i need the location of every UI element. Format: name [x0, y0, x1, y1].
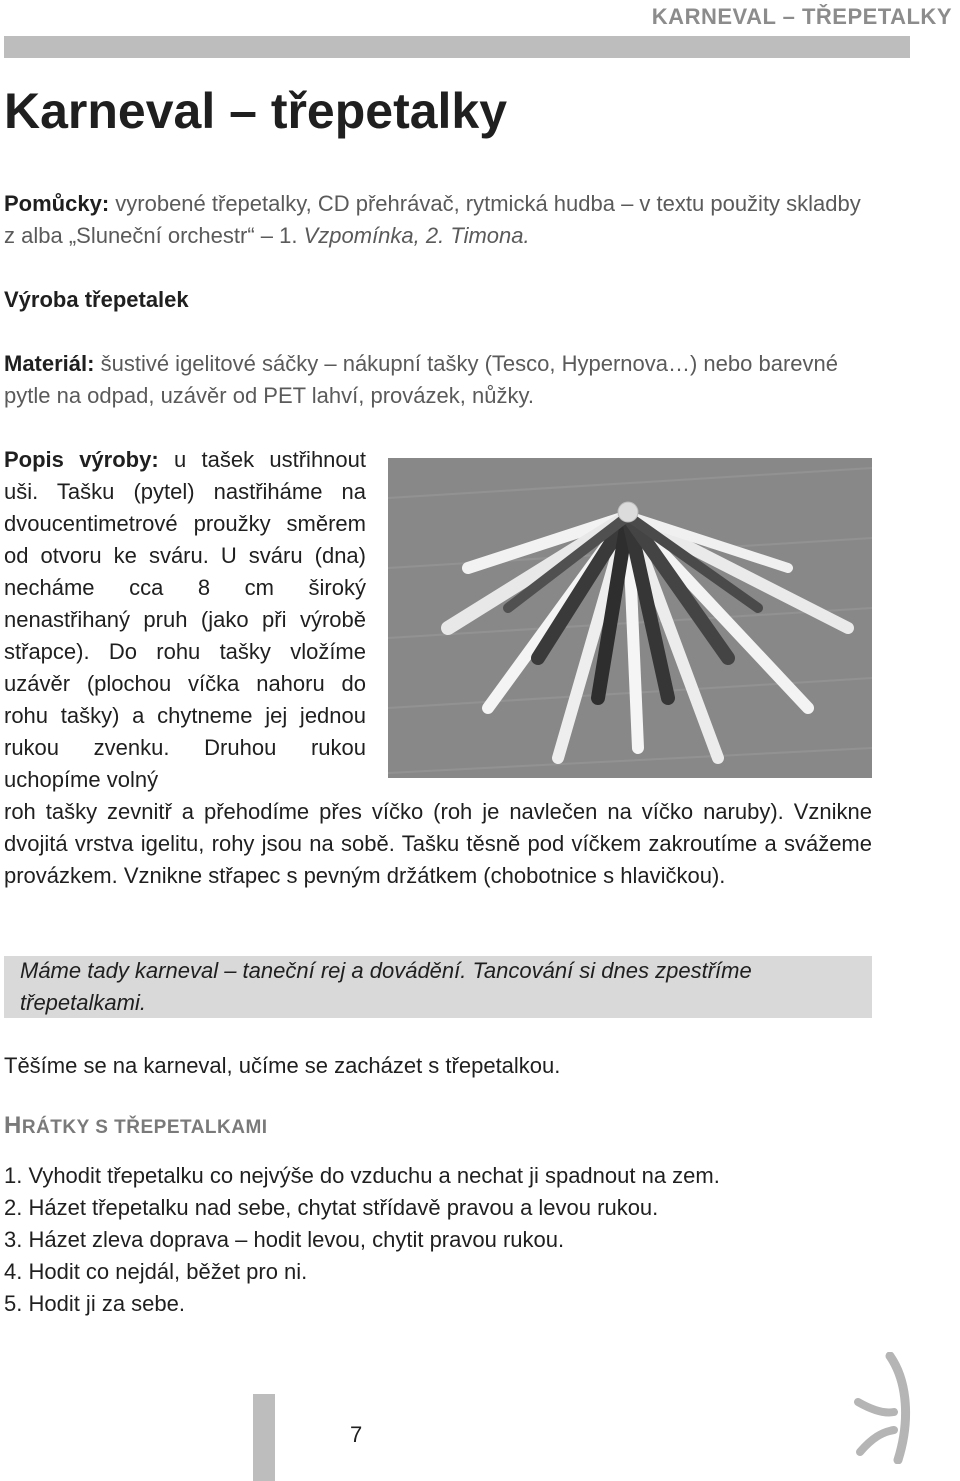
popis-text-full: roh tašky zevnitř a přehodíme přes víčko (roh je navlečen na víčko naruby). Vznikne dvojitá vrstva igelitu, rohy jsou na sobě. Tašku těsně pod víčkem zakroutíme a svážeme provázkem. Vznikne střapec s pevným držátkem (chobotnice s hlavičkou).	[4, 799, 872, 888]
pomucky-label: Pomůcky:	[4, 191, 110, 216]
page-number: 7	[350, 1422, 363, 1447]
list-item: 3. Házet zleva doprava – hodit levou, chytit pravou rukou.	[4, 1227, 565, 1252]
games-heading-rest: RÁTKY S TŘEPETALKAMI	[21, 1117, 268, 1138]
pomucky-text: vyrobené třepetalky, CD přehrávač, rytmická hudba – v textu použity skladby z alba „Sluneční orchestr“ – 1.	[4, 191, 861, 248]
material-text: šustivé igelitové sáčky – nákupní tašky (Tesco, Hypernova…) nebo barevné pytle na odpad, uzávěr od PET lahví, provázek, nůžky.	[4, 351, 838, 408]
list-item: 1. Vyhodit třepetalku co nejvýše do vzduchu a nechat ji spadnout na zem.	[4, 1163, 720, 1188]
publisher-logo-icon	[850, 1352, 922, 1464]
intro-text: Těšíme se na karneval, učíme se zacházet s třepetalkou.	[4, 1053, 561, 1078]
running-header: KARNEVAL – TŘEPETALKY	[651, 4, 952, 29]
pomucky-tracks: Vzpomínka, 2. Timona.	[303, 223, 530, 248]
highlight-text: Máme tady karneval – taneční rej a dovádění. Tancování si dnes zpestříme třepetalkami.	[20, 958, 752, 1015]
pomucky-paragraph	[4, 188, 872, 252]
games-heading-initial: H	[4, 1112, 22, 1139]
header-bar	[4, 36, 910, 58]
popis-label: Popis výroby:	[4, 447, 159, 472]
tassel-illustration	[388, 458, 872, 778]
vyroba-heading: Výroba třepetalek	[4, 287, 189, 312]
photo-trepetalka	[388, 458, 872, 778]
list-item: 2. Házet třepetalku nad sebe, chytat střídavě pravou a levou rukou.	[4, 1195, 659, 1220]
list-item: 5. Hodit ji za sebe.	[4, 1291, 185, 1316]
games-heading	[4, 1112, 268, 1140]
list-item: 4. Hodit co nejdál, běžet pro ni.	[4, 1259, 308, 1284]
footer-bar	[253, 1394, 275, 1481]
page-title: Karneval – třepetalky	[4, 83, 508, 139]
material-label: Materiál:	[4, 351, 95, 376]
popis-text-column: u tašek ustřihnout uši. Tašku (pytel) nastřiháme na dvoucentimetrové proužky směrem od otvoru ke sváru. U sváru (dna) necháme cca 8 cm široký nenastřihaný pruh (jako při výrobě střapce). Do rohu tašky vložíme uzávěr (plochou víčka nahoru do rohu tašky) a chytneme jej jednou rukou zvenku. Druhou rukou uchopíme volný	[4, 447, 366, 792]
popis-column	[4, 444, 366, 796]
material-paragraph	[4, 348, 872, 412]
games-list	[4, 1160, 720, 1320]
